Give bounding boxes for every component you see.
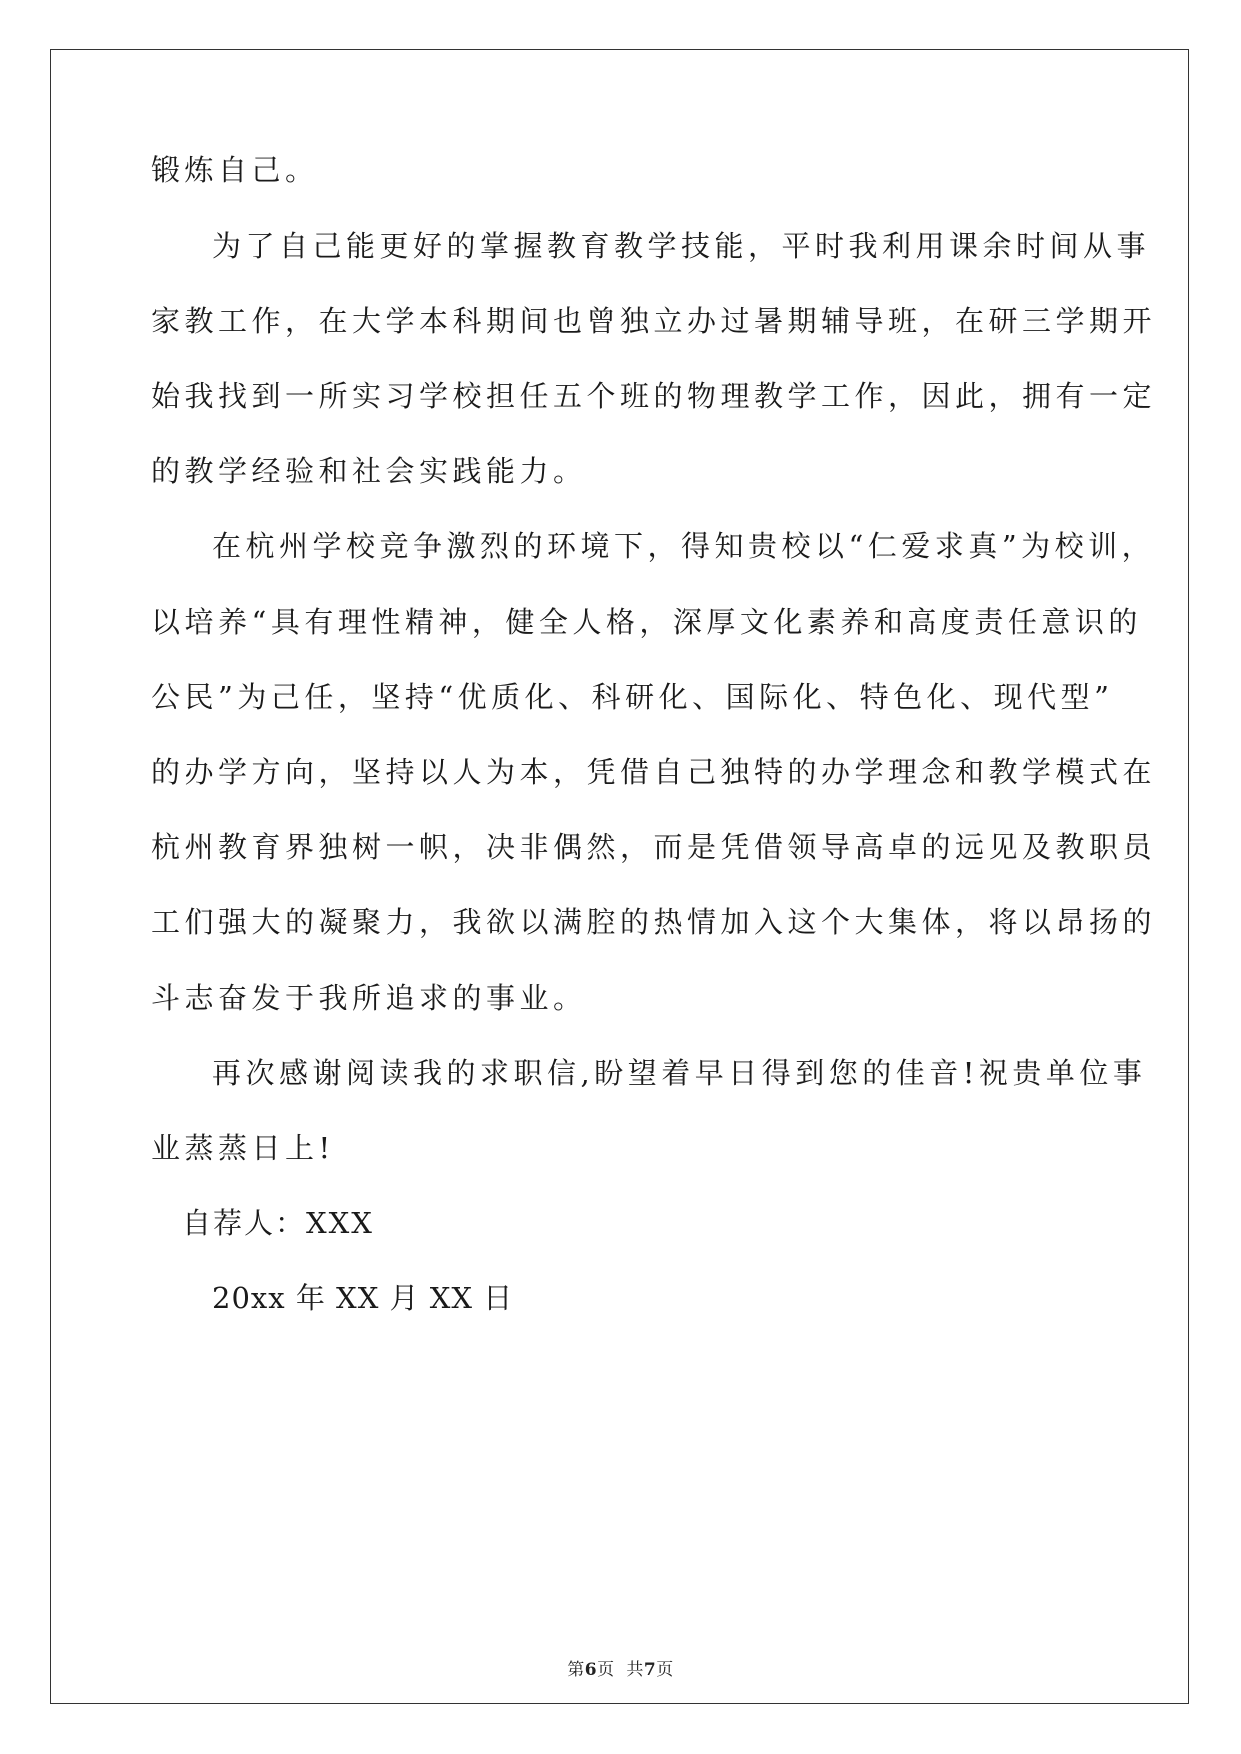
text-line-4: 始我找到一所实习学校担任五个班的物理教学工作，因此，拥有一定	[151, 379, 1157, 413]
text-line-11: 工们强大的凝聚力，我欲以满腔的热情加入这个大集体，将以昂扬的	[151, 905, 1157, 939]
footer-current-page: 6	[584, 1660, 598, 1680]
footer-mid: 页 共	[597, 1660, 644, 1680]
footer-total-pages: 7	[643, 1660, 657, 1680]
page-footer	[0, 1655, 1241, 1680]
text-line-5: 的教学经验和社会实践能力。	[151, 454, 587, 488]
text-line-3: 家教工作，在大学本科期间也曾独立办过暑期辅导班，在研三学期开	[151, 304, 1157, 338]
date-line: 20xx 年 XX 月 XX 日	[212, 1281, 514, 1315]
text-line-8: 公民”为己任，坚持“优质化、科研化、国际化、特色化、现代型”	[151, 680, 1114, 714]
text-line-13: 再次感谢阅读我的求职信,盼望着早日得到您的佳音!祝贵单位事	[212, 1056, 1147, 1090]
text-line-12: 斗志奋发于我所追求的事业。	[151, 981, 587, 1015]
text-line-1: 锻炼自己。	[151, 153, 319, 187]
signature-line: 自荐人：XXX	[182, 1206, 374, 1240]
footer-prefix: 第	[567, 1660, 585, 1680]
text-line-9: 的办学方向，坚持以人为本，凭借自己独特的办学理念和教学模式在	[151, 755, 1157, 789]
text-line-7: 以培养“具有理性精神，健全人格，深厚文化素养和高度责任意识的	[151, 605, 1142, 639]
page-border	[50, 49, 1189, 1704]
footer-suffix: 页	[656, 1660, 674, 1680]
text-line-10: 杭州教育界独树一帜，决非偶然，而是凭借领导高卓的远见及教职员	[151, 830, 1157, 864]
text-line-6: 在杭州学校竞争激烈的环境下，得知贵校以“仁爱求真”为校训，	[212, 529, 1156, 563]
text-line-2: 为了自己能更好的掌握教育教学技能，平时我利用课余时间从事	[212, 229, 1151, 263]
text-line-14: 业蒸蒸日上!	[151, 1131, 335, 1165]
